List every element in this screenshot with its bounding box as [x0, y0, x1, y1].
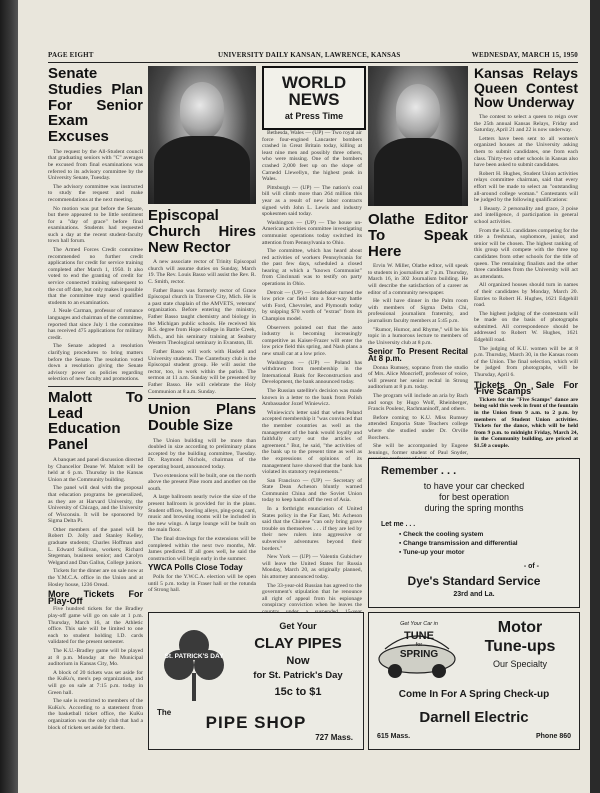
ad-title: Motor [497, 619, 543, 636]
article-text: The panel will deal with the proposal that education programs be generalized, as they are at Harvard University, the University of Chicago, and the University of Wisconsin. It will be sponsored by Sigma Delta Pi. [48, 485, 143, 525]
article-text: Five hundred tickets for the Bradley play-off game will go on sale at 1 p.m. Thursday, March 16, at the Athletic office. This sale will be limited to one each to student holding I.D. cards validated for the present semester. [48, 606, 143, 646]
article-text: The final drawings for the extensions will be completed within the next two months, Mr. James predicted. If all goes well, he said the construction will begin early in the summer. [148, 535, 256, 562]
portrait-face [396, 84, 440, 142]
article-text: The committee, which has heard about red activities of workers Pennsylvania for the past few days, scheduled a closed hearing at which a "known Communist" from Cincinnati was to testify on party operations in Ohio. [262, 248, 362, 288]
ad-clay-pipes: CLAY PIPES [254, 635, 342, 652]
ad-check-item: ▪ Check the cooling system [399, 531, 484, 538]
ad-check-item: ▪ Tune-up your motor [399, 549, 465, 556]
article-text: In a forthright enunciation of United States policy in the Far East, Mr. Acheson said that the Chinese "can only bring grave trouble on themselves . . . if they are led by their new rulers into aggressive or subversive adventures beyond their borders." [262, 506, 362, 552]
emblem-tune: TUNE [404, 630, 434, 642]
article-text: The advisory committee was instructed to study the request and make recommendations at the next meeting. [48, 183, 143, 203]
page-number: PAGE EIGHT [48, 51, 94, 59]
headline-ywca: YWCA Polls Close Today [148, 563, 243, 573]
ad-business-name: PIPE SHOP [205, 713, 307, 732]
article-text: He will have dinner in the Palm room with members of Sigma Delta Chi, professional journalism fraternity, and journalism faculty members at 5:45 p.m. [368, 298, 468, 324]
headline-olathe: Olathe Editor To Speak Here [368, 211, 468, 260]
portrait-coat [154, 136, 250, 204]
world-news-box [262, 66, 366, 130]
article-text: The request by the All-Student council that graduating seniors with "C" averages be excused from final examinations was referred to its advisory committee by the University Senate, Tuesday. [48, 148, 143, 182]
ad-pipe-shop [148, 612, 364, 750]
article-text: A large ballroom nearly twice the size of the present ballroom is provided for in the plans. Student offices, bowling alleys, ping-pong card, music and browsing rooms will be included in the new wings. A large lounge will be built on the main floor. [148, 494, 256, 534]
ad-the: The [157, 708, 172, 717]
column-3 [262, 130, 362, 609]
article-text: Bethesda, Wales — (UP) — Two royal air force four-engined Lancaster bombers crashed in Great Britain today, killing at least nine men and possibly three others, who were missing. One of the bombers crashed 2,000 feet up on the slope of Carnedd Llewellyn, the highest peak in Wales. [262, 130, 362, 183]
headline-tickets: More Tickets For Play-Off [48, 589, 143, 606]
article-text: All organized houses should turn in names of their candidates by Monday, March 20. Entries to Robert H. Hughes, 1621 Edgehill road. [474, 282, 578, 309]
column-5 [474, 64, 578, 456]
article-text: Letters have been sent to all women's organized houses at the University asking them to submit candidates, one from each class. Thirty-two other schools in Kansas also have been asked to submit candidates. [474, 135, 578, 169]
newspaper-page [18, 0, 590, 793]
ad-dyes-standard [368, 458, 580, 608]
article-text: A block of 20 tickets was set aside for the KuKu's, men's pep organization, and will go on sale at 7:15 p.m. today in Green hall. [48, 669, 143, 696]
column-2 [148, 206, 256, 606]
ad-check-item: ▪ Change transmission and differential [399, 540, 518, 547]
ad-address: 23rd and La. [453, 591, 495, 598]
ad-business-name: Darnell Electric [419, 709, 529, 726]
article-text: The K.U.-Bradley game will be played at 8 p.m. Monday at the Municipal auditorium in Kansas City, Mo. [48, 647, 143, 668]
article-text: Robert H. Hughes, Student Union activities relays committee chairman, said that every effort will be made to select an "outstanding all-around college woman." Contestants will be judged by the following qualifications: [474, 170, 578, 204]
article-text: The 33-year-old Russian has agreed to the government's stipulation that he renounce all right of appeal from his espionage conspiracy conviction when he leaves the [262, 582, 362, 609]
article-text: 1 Beauty. 2 personality and grace, 3 poise and intelligence, 4 participation in general school activities. [474, 205, 578, 225]
issue-date: WEDNESDAY, MARCH 15, 1950 [471, 51, 578, 59]
ad-line: for St. Patrick's Day [253, 670, 343, 681]
article-text: Washington — (UP) — The house un-American activities committee investigating communist operations today switched its attention from Pennsylvania to Ohio. [262, 219, 362, 246]
article-text: Two extensions will be built, one on the north above the present Pine room and another on the south. [148, 472, 256, 492]
article-text: Donna Rumsey, soprano from the studio of Mrs. Alice Moncrieff, professor of voice, will present her senior recital in Strong auditorium at 8 p.m. today. [368, 364, 468, 391]
article-text: The Union building will be more than doubled in size according to preliminary plans accepted by the building committee, Tuesday. Dr. Raymond Nichols, chairman of the operating board, announced today. [148, 437, 256, 470]
binding-spine [0, 0, 18, 793]
ad-line: for best operation [438, 492, 510, 502]
article-text: Tickets for the dinner are on sale now at the Y.M.C.A. office in the Union and at Hosley house, 1236 Oread. [48, 568, 143, 588]
paper-name: UNIVERSITY DAILY KANSAN, LAWRENCE, KANSAS [218, 51, 401, 59]
article-text: The contest to select a queen to reign over the 25th annual Kansas Relays, Friday and Saturday, April 21 and 22 is now underway. [474, 114, 578, 134]
rector-photo [148, 66, 256, 204]
ad-line: Get Your [279, 621, 317, 631]
ad-of: - of - [523, 563, 539, 570]
article-text: The program will include an aria by Bach and songs by Hugo Wolf, Rheinberger, Francis Poulenc, Rachmaninoff, and others. [368, 392, 468, 413]
article-text: Polls for the Y.W.C.A. election will be open until 5 p.m. today in Fraser hall or the rotunda of Strong hall. [148, 573, 256, 594]
headline-union: Union Plans Double Size [148, 401, 256, 434]
ad-darnell-electric [368, 612, 580, 750]
ad-business-name: Dye's Standard Service [407, 574, 541, 588]
ad-line: to have your car checked [423, 481, 525, 491]
article-text: New York — (UP) — Valentin Gubichev will leave the United States for Russia Monday, March 20, as originally planned, his attorney announced today. [262, 554, 362, 580]
article-text: Detroit — (UP) — Studebaker turned the low price car field into a four-way battle with Ford, Chevrolet, and Plymouth today by snipping $70 worth of "extras" from its Champion model. [262, 289, 362, 323]
emblem-spring: SPRING [399, 649, 439, 660]
headline-senate: Senate Studies Plan For Senior Exam Excuses [48, 65, 143, 145]
column-rule [148, 398, 256, 399]
column-rule [48, 386, 143, 387]
ad-address: 615 Mass. [377, 733, 411, 740]
world-news-subtitle: at Press Time [284, 111, 344, 121]
article-text: San Francisco — (UP) — Secretary of State Dean Acheson bluntly warned Communist China and the Soviet Union today to keep hands off the rest of Asia. [262, 477, 362, 504]
article-text: Tickets for the "Five Scamps" dance are being sold this week in front of the fountain in the Union from 9 a.m. to 2 p.m. by members of Student Union activities. Tickets for the dance, which will be held from 9 p.m. to midnight Friday, March 24, in the Community building, are priced at $1.50 a couple. [474, 396, 578, 449]
shamrock-emblem-icon [157, 621, 231, 705]
article-text: The sale is restricted to members of the KuKu's. According to a statement from the basketball ticket office, the KuKu organization was the only club that had a block of tickets set aside for them. [48, 698, 143, 731]
article-text: She will be accompanied by Eugene Jennings, former student of Paul Snyder, [368, 443, 468, 456]
article-text: The highest judging of the contestants will be made on the basis of photographs submitted. All correspondence should be addressed to Robert W. Hughes, 1621 Edgehill road. [474, 310, 578, 344]
article-text: A new associate rector of Trinity Episcopal church will assume duties on Sunday, March 19. The Rev. Louis Basso will assist the Rev. R. C. Smith, rector. [148, 259, 256, 286]
ad-remember: Remember . . . [381, 465, 457, 477]
article-text: The Armed Forces Credit committee recommended no further credit applications for credit for service training completed after March 1, 1950. It also voted to end the granting of credit for service connected training subsequent to the cut off date, but only makes it possible that the committee may send qualified students to an examination. [48, 247, 143, 306]
article-text: The Senate adopted a resolution clarifying procedures to bring matters before the Senate. The resolution voted down a resolution giving the Senate advisory power on policies regarding selection of new faculty and promotions. [48, 343, 143, 383]
article-text: From the K.U. candidates competing for the title a freshman, sophomore, junior, and senior will be chosen. The highest ranking of this group will compete with the three top candidates from other schools for the title of queen. The remaining finalists and the other three candidates from the University will act as attendants. [474, 227, 578, 280]
article-text: Before coming to K.U. Miss Rumsey attended Emporia State Teachers college where she studied under Dr. Orville Borchers. [368, 414, 468, 441]
article-text: "Rumor, Humor, and Rhyme," will be his topic in a humorous lecture to members of the University club at 8 p.m. [368, 326, 468, 346]
ad-phone: Phone 860 [535, 733, 571, 740]
emblem-text: for [415, 642, 423, 648]
emblem-text: St. PATRICK'S DAY [164, 653, 224, 660]
portrait-face [180, 82, 224, 140]
article-text: Father Basso will work with Haskell and University students. The Canterbury club is the Episcopal student group. He will assist the rector, too, in work within the parish. The sermon at 11 a.m. Sunday will be presented by Father Basso. He will celebrate the Holy Communion at 8 a.m. Sunday. [148, 348, 256, 395]
headline-malott: Malott To Lead Education Panel [48, 388, 143, 454]
article-text: Observers pointed out that the auto industry is becoming increasingly competitive as Kaiser-Frazer will enter the low price field this spring, and Nash plans a new small car at a low price. [262, 324, 362, 357]
ad-slogan: Come In For A Spring Check-up [398, 689, 550, 700]
emblem-text: Get Your Car in [400, 621, 438, 627]
ad-price: 15c to $1 [274, 686, 322, 698]
article-text: A banquet and panel discussion directed by Chancellor Deane W. Malott will be held at 6 p.m. Thursday in the Kansas Union at the Community building. [48, 456, 143, 483]
ad-subtitle: Our Specialty [492, 659, 548, 669]
article-text: J. Neale Carman, professor of romance languages and chairman of the committee, reported that since July 1 the committee has received 475 applications for military credit. [48, 308, 143, 341]
article-text: Other members of the panel will be Robert D. Jolly and Stanley Kelley, graduate students; Charles Hoffman and L. Edward Sullivan, workers; Richard Stegeman, business senior; and Carolyn Welgand and Dan Gallus, College juniors. [48, 526, 143, 566]
article-text: Ervin W. Miller, Olathe editor, will speak to students in journalism at 7 p.m. Thursday, March 16, in 302 Journalism building. He will describe the satisfaction of a career as editor of a community newspaper. [368, 263, 468, 296]
ad-address: 727 Mass. [315, 733, 353, 742]
article-text: The judging of K.U. women will be at 8 p.m. Thursday, March 30, in the Kansas room of the Union. The final selection, which will be judged from photographs, will be Thursday, April 6. [474, 345, 578, 379]
article-text: Father Basso was formerly rector of Grace Episcopal church in Traverse City, Mich. He is a past state chaplain of the AMVETS, veterans' organization. Before entering the ministry, Father Basso taught chemistry and biology in the Michigan public schools. He received his B.S. degree from Hope college in Battle Creek, Mich., and his seminary training at Seabury Western Theological seminary in Evanston, Ill. [148, 287, 256, 347]
article-text: Pittsburgh — (UP) — The nation's coal bill will climb more than 264 million this year as a result of new labor contracts signed with John L. Lewis and industry spokesmen said today. [262, 184, 362, 218]
ad-let-me: Let me . . . [381, 521, 416, 528]
ad-line: during the spring months [424, 503, 524, 513]
headline-five-scamps: Tickets On Sale For 'Five Scamps' [474, 379, 578, 397]
page-header [48, 50, 578, 63]
portrait-coat [374, 138, 462, 206]
column-4 [368, 210, 468, 455]
world-news-title: WORLD NEWS [281, 73, 347, 109]
column-1 [48, 64, 143, 733]
article-text: Washington — (UP) — Poland has withdrawn from membership in the International Bank for Reconstruction and Development, the bank announced today. [262, 359, 362, 386]
editor-photo [368, 66, 468, 206]
article-text: No motion was put before the Senate, but there appeared to be little sentiment for a "day of grace" before final examinations. Students had requested such a day at the recent student-faculty town hall forum. [48, 205, 143, 245]
headline-episcopal: Episcopal Church Hires New Rector [148, 207, 256, 256]
article-text: The Russian satellite's decision was made known in a letter to the bank from Polish Ambassador Jozef Winiewicz. [262, 387, 362, 408]
ad-line: Now [286, 655, 310, 667]
headline-recital: Senior To Present Recital At 8 p.m. [368, 347, 468, 363]
article-text: Winiewicz's letter said that when Poland accepted membership it "was convinced that the member countries as well as the management of the bank would loyally and faithfully carry out the articles of agreement." But, he said, "the activities of the bank up to the present time as well as the expressions of opinions of its management have showed that the bank has violated its statutory requirements." [262, 409, 362, 476]
ad-title: Tune-ups [484, 638, 556, 655]
headline-relays: Kansas Relays Queen Contest Now Underway [474, 65, 578, 111]
